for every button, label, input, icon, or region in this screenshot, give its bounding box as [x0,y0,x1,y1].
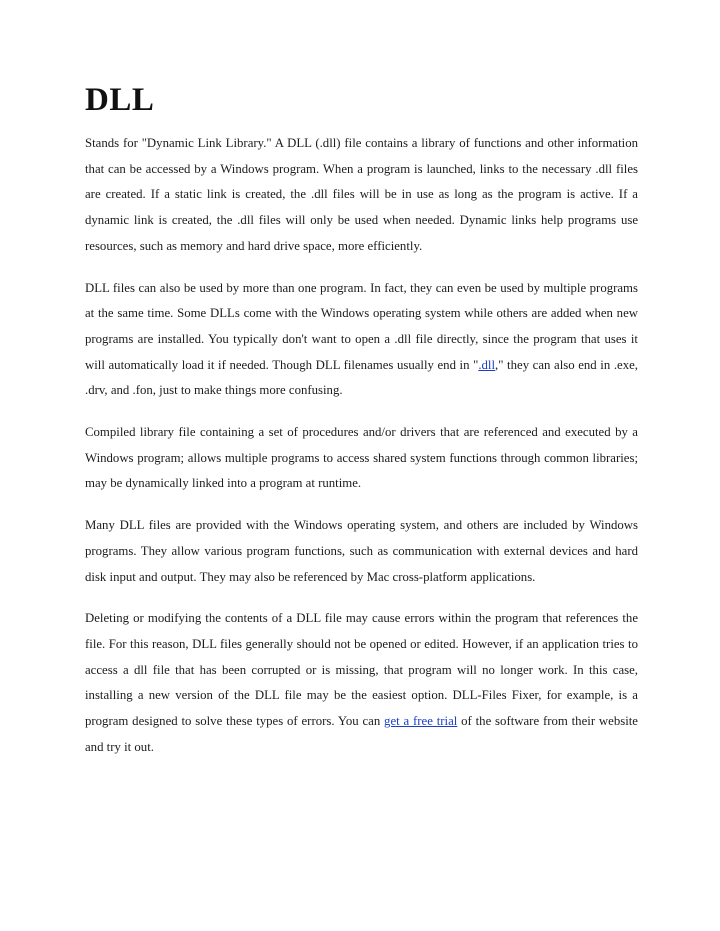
document-page [85,84,638,776]
paragraph-compiled-library: Compiled library file containing a set of procedures and/or drivers that are referenced and executed by a Windows program; allows multiple programs to access shared system functions through common libraries; may be dynamically linked into a program at runtime. [85,425,638,491]
paragraph-definition: Stands for "Dynamic Link Library." A DLL (.dll) file contains a library of functions and other information that can be accessed by a Windows program. When a program is launched, links to the necessary .dll files are created. If a static link is created, the .dll files will be in use as long as the program is active. If a dynamic link is created, the .dll files will only be used when needed. Dynamic links help programs use resources, such as memory and hard drive space, more efficiently. [85,136,638,253]
paragraph-text: Deleting or modifying the contents of a DLL file may cause errors within the program that references the file. For this reason, DLL files generally should not be opened or edited. However, if an application tries to access a dll file that has been corrupted or is missing, that program will no longer work. In this case, installing a new version of the DLL file may be the easiest option. DLL-Files Fixer, for example, is a program designed to solve these types of errors. You can [85,611,638,729]
paragraph-errors [85,606,638,760]
dll-extension-link[interactable]: .dll [478,357,496,372]
document-title: DLL [85,82,155,118]
paragraph-text: DLL files can also be used by more than one program. In fact, they can even be used by multiple programs at the same time. Some DLLs come with the Windows operating system while others are added when new programs are installed. You typically don't want to open a .dll file directly, since the program that uses it will automatically load it if needed. Though DLL filenames usually end in " [85,280,638,372]
paragraph-windows-dlls: Many DLL files are provided with the Windows operating system, and others are included by Windows programs. They allow various program functions, such as communication with external devices and hard disk input and output. They may also be referenced by Mac cross-platform applications. [85,518,638,584]
paragraph-text: ," they can also end in .exe, .drv, and .fon, just to make things more confusing. [85,357,638,398]
free-trial-link[interactable]: get a free trial [384,714,458,729]
paragraph-usage [85,276,638,405]
paragraph-text: of the software from their website and try it out. [85,714,638,754]
